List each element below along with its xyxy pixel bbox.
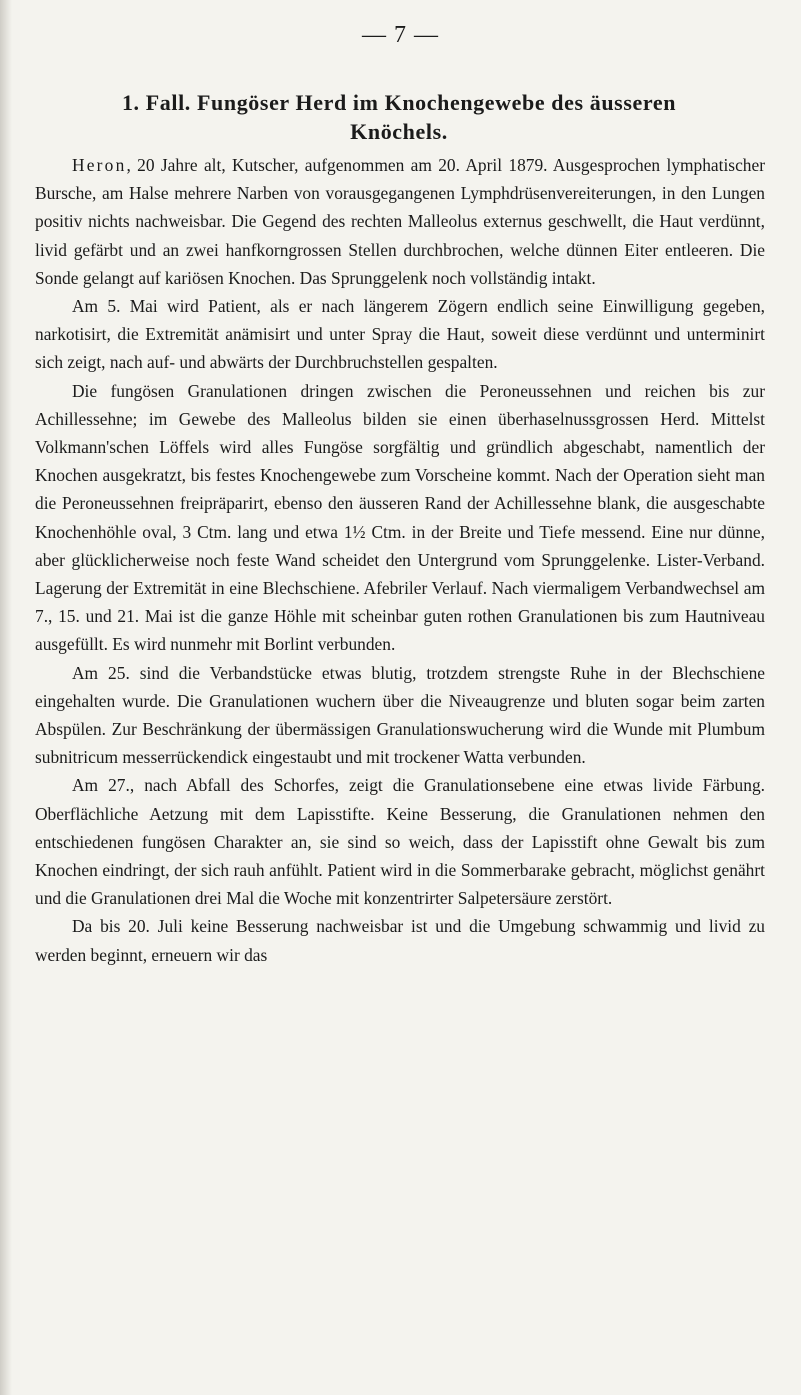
paragraph-4: Am 25. sind die Verbandstücke etwas blutig, trotzdem strengste Ruhe in der Blechschiene eingehalten wurde. Die Granulationen wuchern über die Niveaugrenze und bluten sogar beim zarten Abspülen. Zur Beschränkung der übermässigen Granulationswucherung wird die Wunde mit Plumbum subnitricum messerrückendick eingestaubt und mit trockener Watta verbunden.	[35, 662, 765, 768]
paragraph-2: Am 5. Mai wird Patient, als er nach längerem Zögern endlich seine Einwilligung gegeben, narkotisirt, die Extremität anämisirt und unter Spray die Haut, soweit diese verdünnt und unterminirt sich zeigt, nach auf- und abwärts der Durchbruchstellen gespalten.	[35, 296, 765, 373]
section-heading-line-2: Knöchels.	[350, 119, 448, 144]
patient-name: Heron	[72, 155, 127, 175]
paragraph-1	[35, 151, 765, 292]
binding-edge-shadow	[0, 0, 12, 1395]
paragraph-6: Da bis 20. Juli keine Besserung nachweisbar ist und die Umgebung schwammig und livid zu werden beginnt, erneuern wir das	[35, 916, 765, 965]
body-text	[35, 151, 765, 969]
page-number: — 7 —	[362, 22, 439, 48]
paragraph-5: Am 27., nach Abfall des Schorfes, zeigt die Granulationsebene eine etwas livide Färbung. Oberflächliche Aetzung mit dem Lapisstifte. Keine Besserung, die Granulationen nehmen den entschiedenen fungösen Charakter an, sie sind so weich, dass der Lapisstift ohne Gewalt bis zum Knochen eindringt, der sich rauh anfühlt. Patient wird in die Sommerbarake gebracht, möglichst genährt und die Granulationen drei Mal die Woche mit konzentrirter Salpetersäure zerstört.	[35, 775, 765, 909]
section-heading-line-1: 1. Fall. Fungöser Herd im Knochengewebe des äusseren	[121, 90, 677, 115]
paragraph-1-text: , 20 Jahre alt, Kutscher, aufgenommen am 20. April 1879. Ausgesprochen lymphatischer Bursche, am Halse mehrere Narben von vorausgegangenen Lymphdrüsenvereiterungen, in den Lungen positiv nichts nachweisbar. Die Gegend des rechten Malleolus externus geschwellt, die Haut verdünnt, livid gefärbt und an zwei hanfkorngrossen Stellen durchbrochen, welche dünnen Eiter entleeren. Die Sonde gelangt auf kariösen Knochen. Das Sprunggelenk noch vollständig intakt.	[35, 155, 765, 288]
paragraph-3: Die fungösen Granulationen dringen zwischen die Peroneussehnen und reichen bis zur Achillessehne; im Gewebe des Malleolus bilden sie einen überhaselnussgrossen Herd. Mittelst Volkmann'schen Löffels wird alles Fungöse sorgfältig und gründlich abgeschabt, namentlich der Knochen ausgekratzt, bis festes Knochengewebe zum Vorscheine kommt. Nach der Operation sieht man die Peroneussehnen freipräparirt, ebenso den äusseren Rand der Achillessehne blank, die ausgeschabte Knochenhöhle oval, 3 Ctm. lang und etwa 1½ Ctm. in der Breite und Tiefe messend. Eine nur dünne, aber glücklicherweise noch feste Wand scheidet den Untergrund vom Sprunggelenke. Lister-Verband. Lagerung der Extremität in eine Blechschiene. Afebriler Verlauf. Nach viermaligem Verbandwechsel am 7., 15. und 21. Mai ist die ganze Höhle mit scheinbar guten rothen Granulationen bis zum Hautniveau ausgefüllt. Es wird nunmehr mit Borlint verbunden.	[35, 380, 765, 655]
section-heading	[34, 88, 764, 146]
